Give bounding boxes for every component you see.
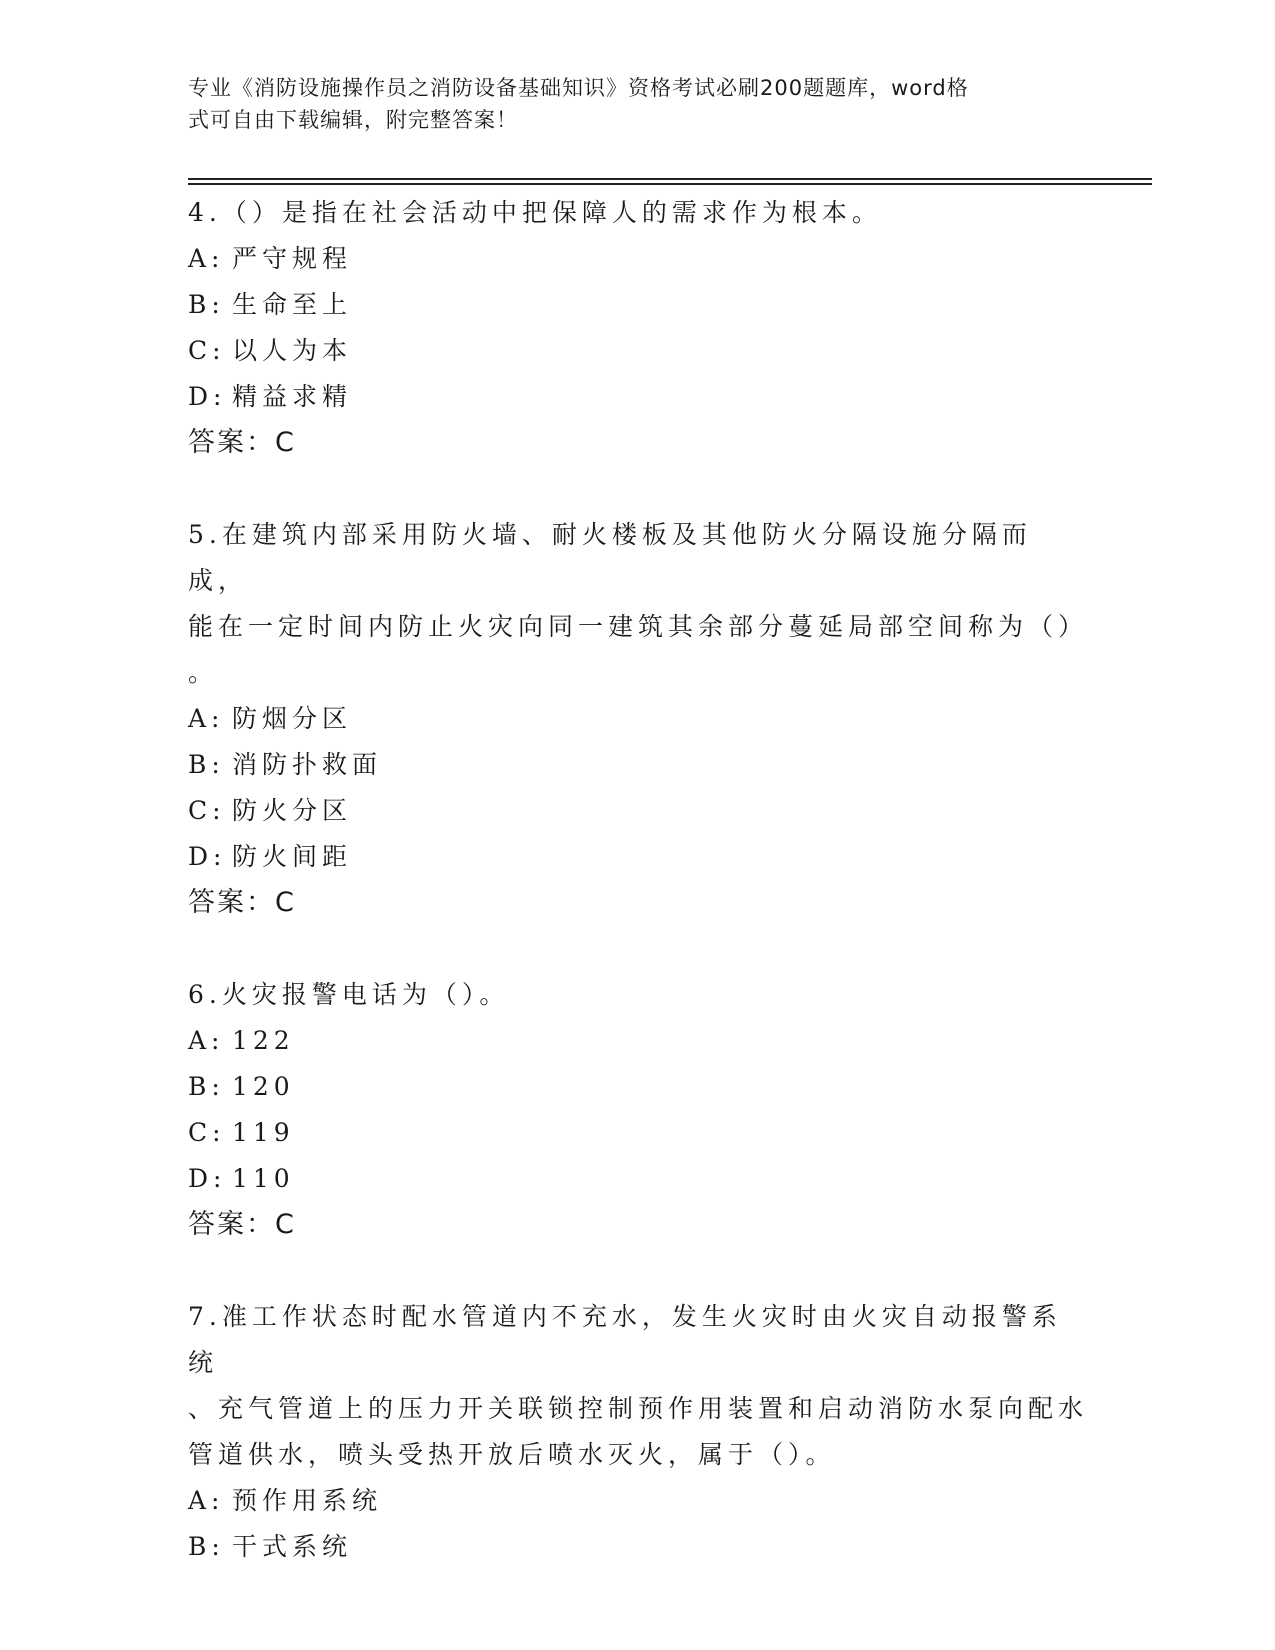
header-line-2: 式可自由下载编辑，附完整答案！ (188, 108, 518, 132)
option-text: 生命至上 (232, 290, 353, 319)
question-item (188, 1294, 1088, 1570)
option-key: A: (188, 704, 225, 733)
question-list (188, 190, 1088, 1570)
option-key: B: (188, 290, 225, 319)
question-text: 4.（）是指在社会活动中把保障人的需求作为根本。 (188, 198, 882, 227)
option-key: D: (188, 842, 227, 871)
option-a (188, 1478, 1088, 1524)
option-text: 119 (232, 1118, 295, 1147)
header-line-1: 专业《消防设施操作员之消防设备基础知识》资格考试必刷200题题库，word格 (188, 76, 969, 100)
option-text: 预作用系统 (232, 1486, 383, 1515)
option-key: B: (188, 1072, 225, 1101)
option-key: C: (188, 796, 226, 825)
option-key: A: (188, 244, 225, 273)
option-a (188, 1018, 1088, 1064)
option-key: D: (188, 382, 227, 411)
option-text: 干式系统 (232, 1532, 353, 1561)
option-b (188, 282, 1088, 328)
option-text: 120 (232, 1072, 295, 1101)
option-text: 严守规程 (232, 244, 353, 273)
option-key: A: (188, 1486, 225, 1515)
option-d (188, 374, 1088, 420)
option-text: 防烟分区 (232, 704, 353, 733)
question-text: 、充气管道上的压力开关联锁控制预作用装置和启动消防水泵向配水 (188, 1394, 1089, 1423)
question-text: 。 (188, 658, 219, 687)
answer-line: 答案：C (188, 887, 296, 918)
option-key: A: (188, 1026, 225, 1055)
question-spacer (188, 466, 1088, 512)
question-item (188, 190, 1088, 466)
option-key: C: (188, 336, 226, 365)
question-text: 管道供水，喷头受热开放后喷水灭火，属于（）。 (188, 1440, 836, 1469)
option-d (188, 834, 1088, 880)
question-text: 能在一定时间内防止火灾向同一建筑其余部分蔓延局部空间称为（） (188, 612, 1089, 641)
option-key: B: (188, 750, 225, 779)
option-a (188, 236, 1088, 282)
option-text: 以人为本 (232, 336, 353, 365)
question-text: 6.火灾报警电话为（）。 (188, 980, 510, 1009)
header-rule-top (188, 178, 1152, 180)
option-text: 122 (232, 1026, 295, 1055)
question-spacer (188, 926, 1088, 972)
answer-line: 答案：C (188, 427, 296, 458)
option-b (188, 1524, 1088, 1570)
document-header (188, 72, 1068, 136)
option-key: B: (188, 1532, 225, 1561)
answer-line: 答案：C (188, 1209, 296, 1240)
option-key: C: (188, 1118, 226, 1147)
question-item (188, 972, 1088, 1248)
header-rule-bottom (188, 183, 1152, 185)
question-text: 7.准工作状态时配水管道内不充水，发生火灾时由火灾自动报警系统 (188, 1302, 1062, 1377)
question-spacer (188, 1248, 1088, 1294)
option-c (188, 788, 1088, 834)
option-c (188, 1110, 1088, 1156)
question-item (188, 512, 1088, 926)
option-text: 精益求精 (232, 382, 353, 411)
option-b (188, 742, 1088, 788)
option-c (188, 328, 1088, 374)
option-text: 消防扑救面 (232, 750, 383, 779)
option-text: 防火分区 (232, 796, 353, 825)
option-text: 防火间距 (232, 842, 353, 871)
option-b (188, 1064, 1088, 1110)
question-text: 5.在建筑内部采用防火墙、耐火楼板及其他防火分隔设施分隔而成， (188, 520, 1032, 595)
option-text: 110 (232, 1164, 295, 1193)
option-d (188, 1156, 1088, 1202)
option-key: D: (188, 1164, 227, 1193)
option-a (188, 696, 1088, 742)
